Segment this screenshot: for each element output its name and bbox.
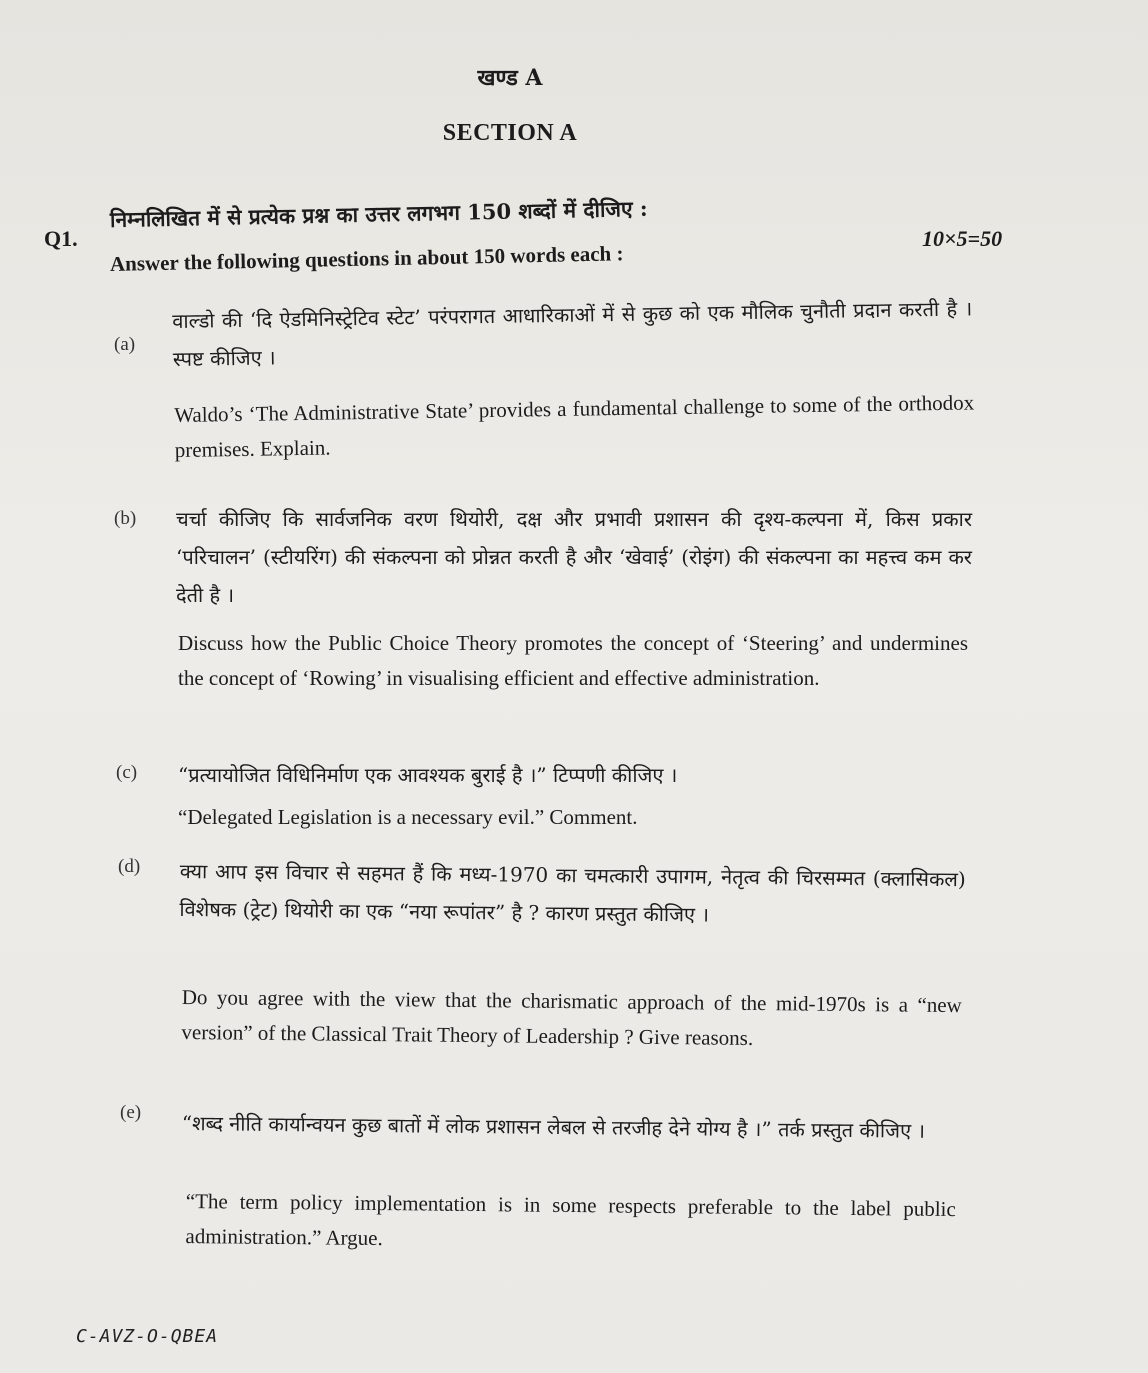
part-e-english: “The term policy implementation is in some respects preferable to the label public administration.” Argue. <box>185 1188 956 1251</box>
part-b-label: (b) <box>114 508 137 529</box>
section-heading-english: SECTION A <box>442 120 578 146</box>
part-a-hindi: वाल्डो की ‘दि ऐडमिनिस्ट्रेटिव स्टेट’ परंपरागत आधारिकाओं में से कुछ को एक मौलिक चुनौती प्रदान करती है । स्पष्ट कीजिए । <box>172 296 973 371</box>
part-d-english: Do you agree with the view that the charismatic approach of the mid-1970s is a “new version” of the Classical Trait Theory of Leadership ? Give reasons. <box>181 984 962 1050</box>
part-e-hindi: “शब्द नीति कार्यान्वयन कुछ बातों में लोक प्रशासन लेबल से तरजीह देने योग्य है ।” तर्क प्रस्तुत कीजिए । <box>181 1110 926 1143</box>
paper-code: C-AVZ-O-QBEA <box>76 1326 219 1347</box>
section-heading-hindi: खण्ड A <box>477 65 543 91</box>
part-d-hindi: क्या आप इस विचार से सहमत हैं कि मध्य-1970 का चमत्कारी उपागम, नेतृत्व की चिरसम्मत (क्लासिकल) विशेषक (ट्रेट) थियोरी का एक “नया रूपांतर” है ? कारण प्रस्तुत कीजिए । <box>179 858 966 927</box>
part-c-english: “Delegated Legislation is a necessary evil.” Comment. <box>178 805 638 829</box>
part-b-hindi: चर्चा कीजिए कि सार्वजनिक वरण थियोरी, दक्ष और प्रभावी प्रशासन की दृश्य-कल्पना में, किस प्रकार ‘परिचालन’ (स्टीयरिंग) की संकल्पना को प्रोन्नत करती है और ‘खेवाई’ (रोइंग) की संकल्पना का महत्त्व कम कर देती है । <box>176 507 972 607</box>
part-a-english: Waldo’s ‘The Administrative State’ provides a fundamental challenge to some of the orthodox premises. Explain. <box>174 390 975 462</box>
part-c-hindi: “प्रत्यायोजित विधिनिर्माण एक आवश्यक बुराई है ।” टिप्पणी कीजिए । <box>178 763 678 787</box>
question-instruction-english: Answer the following questions in about 150 words each : <box>109 241 624 276</box>
part-e-label: (e) <box>120 1102 142 1123</box>
part-c-label: (c) <box>116 762 138 783</box>
part-b-english: Discuss how the Public Choice Theory promotes the concept of ‘Steering’ and undermines the concept of ‘Rowing’ in visualising efficient and effective administration. <box>178 631 968 690</box>
question-instruction-hindi: निम्नलिखित में से प्रत्येक प्रश्न का उत्तर लगभग 150 शब्दों में दीजिए : <box>109 195 648 232</box>
question-number: Q1. <box>44 226 78 251</box>
part-a-label: (a) <box>114 334 136 355</box>
part-d-label: (d) <box>118 856 141 877</box>
marks-allocation: 10×5=50 <box>922 226 1003 251</box>
